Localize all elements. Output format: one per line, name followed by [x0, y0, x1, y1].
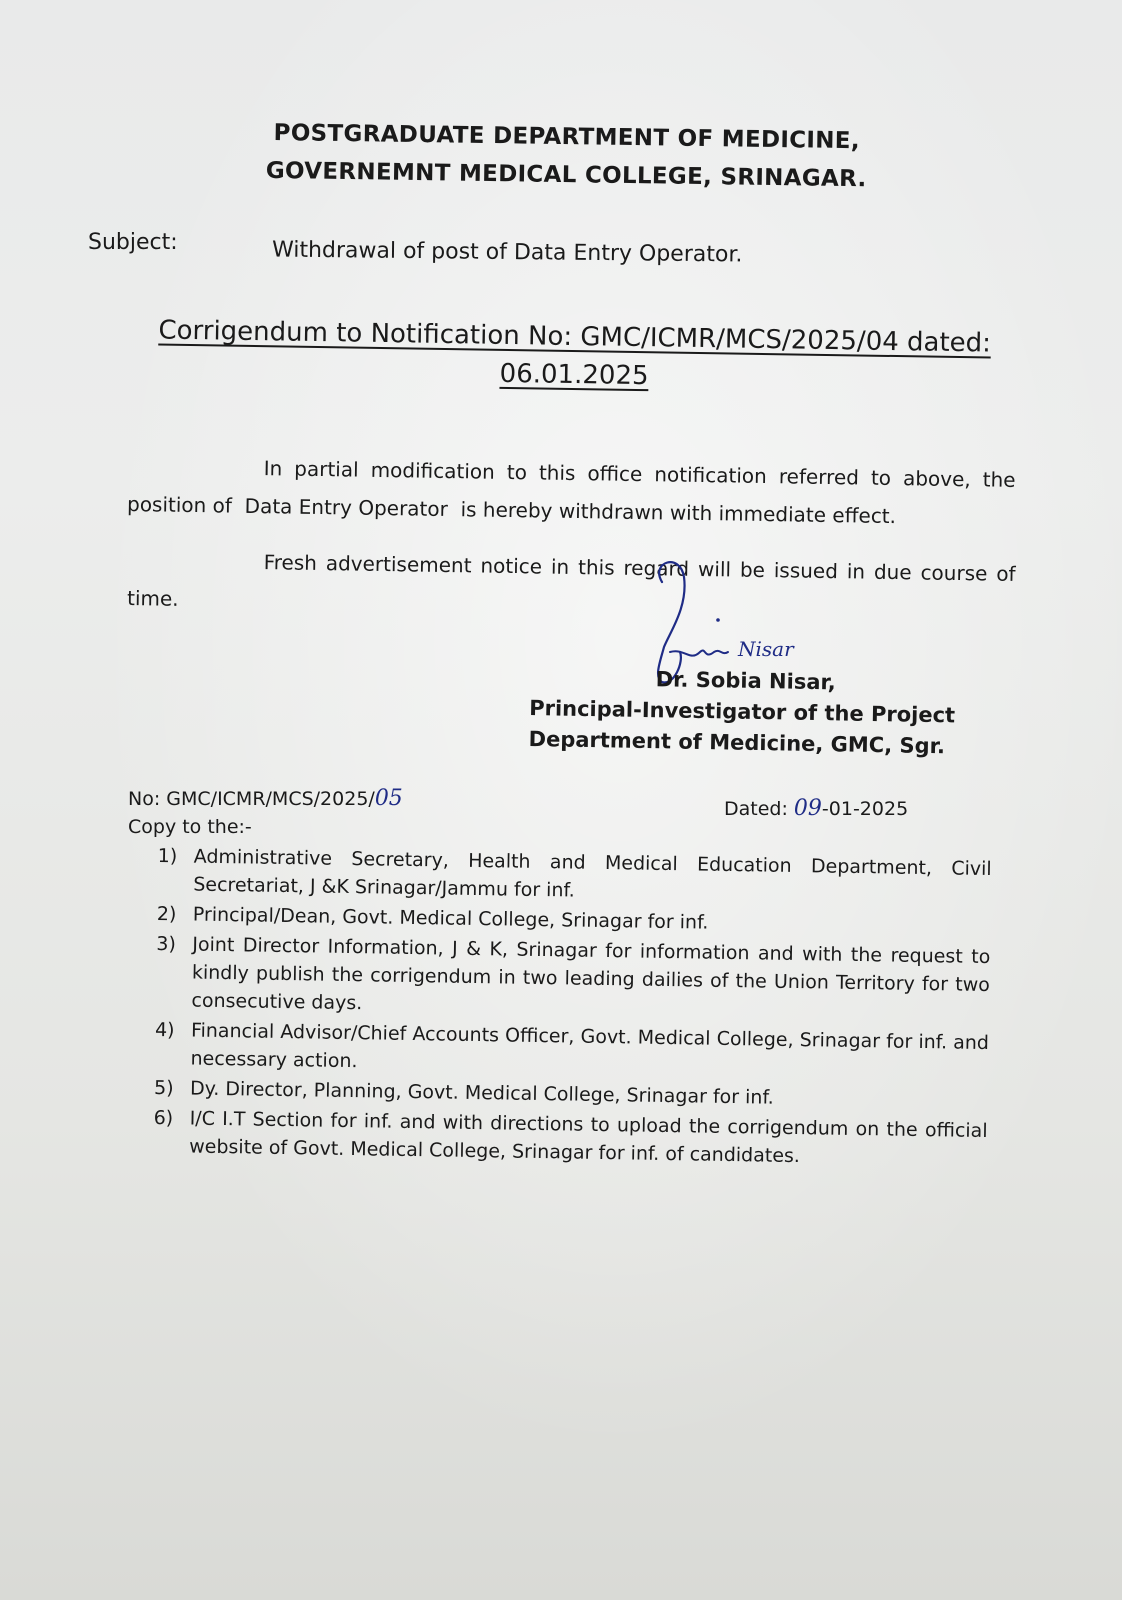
dated-rest: -01-2025 [821, 798, 909, 820]
signatory-department: Department of Medicine, GMC, Sgr. [528, 726, 946, 759]
reference-number-prefix: No: GMC/ICMR/MCS/2025/ [128, 788, 375, 810]
list-item [153, 1104, 988, 1173]
paragraph-1-line-1: In partial modification to this office notification referred to above, the [263, 456, 1016, 492]
dated-label: Dated: [724, 798, 794, 820]
list-item-text: I/C I.T Section for inf. and with directions to upload the corrigendum on the official website of Govt. Medical College, Srinagar for inf. of candidates. [189, 1107, 988, 1168]
header-line-1: POSTGRADUATE DEPARTMENT OF MEDICINE, [273, 119, 861, 155]
list-item-text: Principal/Dean, Govt. Medical College, Srinagar for inf. [192, 903, 709, 934]
list-item-text: Dy. Director, Planning, Govt. Medical College, Srinagar for inf. [189, 1077, 774, 1109]
list-item-text: Financial Advisor/Chief Accounts Officer, Govt. Medical College, Srinagar for inf. and necessary action. [190, 1019, 990, 1073]
copy-to-label: Copy to the:- [128, 816, 252, 838]
corrigendum-line-2: 06.01.2025 [499, 358, 649, 392]
paragraph-2-line-2: time. [126, 585, 179, 611]
list-item-text: Administrative Secretary, Health and Medical Education Department, Civil Secretariat, J &K Srinagar/Jammu for inf. [193, 845, 992, 902]
list-item-number: 5) [153, 1076, 174, 1100]
signatory-title: Principal-Investigator of the Project [528, 695, 956, 728]
header-line-2: GOVERNEMNT MEDICAL COLLEGE, SRINAGAR. [265, 157, 867, 193]
copy-to-list [153, 842, 992, 1175]
list-item-number: 1) [157, 844, 178, 868]
signatory-block [528, 662, 956, 762]
corrigendum-line-1: Corrigendum to Notification No: GMC/ICMR/MCS/2025/04 dated: [158, 315, 992, 359]
reference-number [128, 786, 403, 811]
list-item-number: 2) [156, 902, 177, 926]
list-item [155, 930, 990, 1027]
paragraph-2-line-1: Fresh advertisement notice in this regard will be issued in due course of [263, 550, 1016, 586]
subject-label: Subject: [88, 230, 178, 255]
document-header [0, 110, 1122, 202]
list-item-number: 6) [153, 1106, 174, 1130]
list-item [157, 842, 992, 911]
list-item [154, 1016, 989, 1085]
dated-handwritten-day: 09 [793, 796, 822, 821]
list-item-number: 4) [154, 1018, 175, 1042]
body-paragraph-1 [127, 447, 1016, 537]
body-paragraph-2 [127, 541, 1016, 631]
subject-text: Withdrawal of post of Data Entry Operator. [271, 237, 743, 268]
reference-number-handwritten: 05 [374, 786, 403, 811]
corrigendum-title [129, 311, 1020, 401]
list-item-text: Joint Director Information, J & K, Srinagar for information and with the request to kindly publish the corrigendum in two leading dailies of the Union Territory for two consecutive days. [191, 933, 991, 1015]
paragraph-1-line-2: position of Data Entry Operator is hereby withdrawn with immediate effect. [126, 491, 897, 529]
list-item-number: 3) [156, 932, 177, 956]
signature-handwritten-name: Nisar [738, 637, 794, 661]
dated-field [724, 796, 908, 821]
signatory-name: Dr. Sobia Nisar, [655, 667, 836, 695]
